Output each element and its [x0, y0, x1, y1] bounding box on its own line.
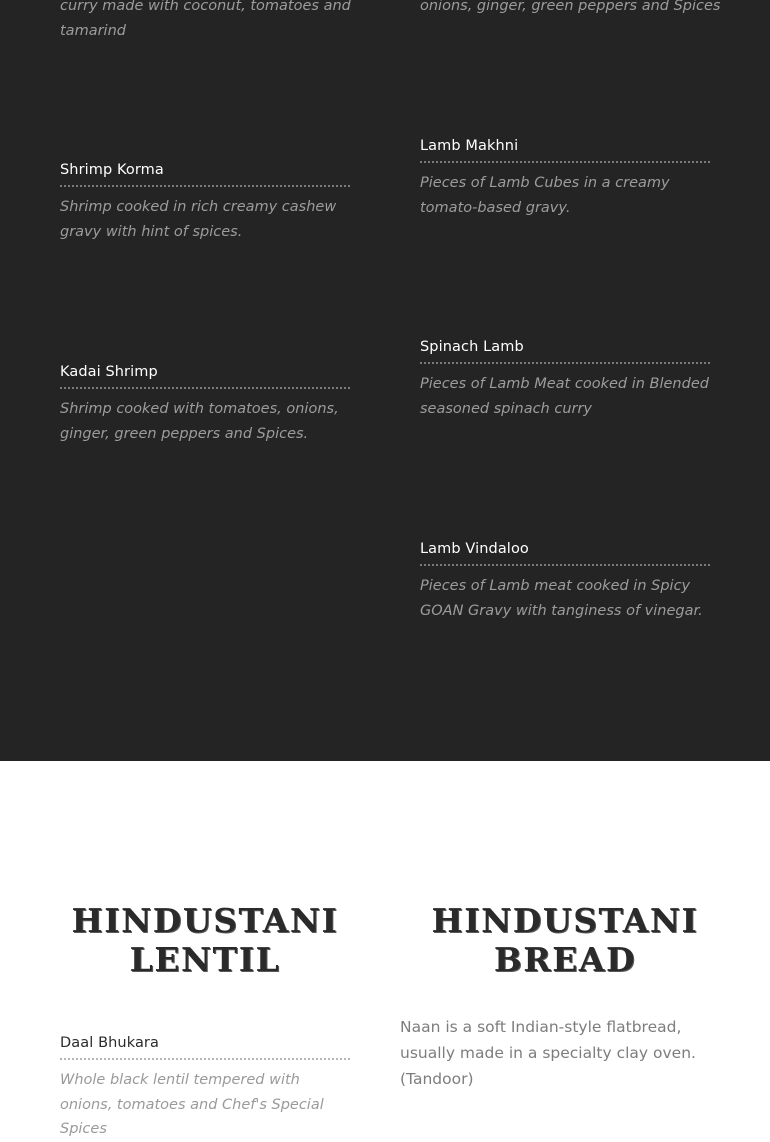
menu-item-title: Spinach Lamb: [420, 337, 710, 364]
menu-item-shrimp-korma: [60, 160, 350, 244]
heading-line: HINDUSTANI: [431, 901, 699, 940]
previous-item-description: onions, ginger, green peppers and Spices: [420, 0, 721, 14]
heading-line: LENTIL: [129, 940, 281, 979]
lentil-bread-section: [0, 761, 770, 1137]
menu-item-daal-bhukara: [60, 1033, 350, 1142]
menu-item-description: Pieces of Lamb Meat cooked in Blended seasoned spinach curry: [420, 376, 709, 417]
menu-item-spinach-lamb: [420, 337, 710, 421]
menu-item-lamb-makhni: [420, 136, 710, 220]
menu-item-description: Pieces of Lamb Cubes in a creamy tomato-based gravy.: [420, 175, 670, 216]
bread-section-intro: Naan is a soft Indian-style flatbread, usually made in a specialty clay oven. (Tandoor): [400, 1018, 696, 1088]
menu-item-description: Shrimp cooked with tomatoes, onions, ginger, green peppers and Spices.: [60, 401, 339, 442]
menu-item-title: Lamb Vindaloo: [420, 539, 710, 566]
lentil-section-heading: [60, 901, 350, 979]
menu-item-title: Daal Bhukara: [60, 1033, 350, 1060]
bread-section-heading: [420, 901, 710, 979]
menu-item-title: Lamb Makhni: [420, 136, 710, 163]
heading-line: BREAD: [493, 940, 637, 979]
menu-item-description: Shrimp cooked in rich creamy cashew gravy with hint of spices.: [60, 199, 337, 240]
menu-item-lamb-vindaloo: [420, 539, 710, 623]
menu-item-description: Whole black lentil tempered with onions, tomatoes and Chef's Special Spices: [60, 1072, 324, 1137]
menu-item-description: Pieces of Lamb meat cooked in Spicy GOAN Gravy with tanginess of vinegar.: [420, 578, 703, 619]
previous-item-description: curry made with coconut, tomatoes and tamarind: [60, 0, 351, 39]
menu-item-title: Shrimp Korma: [60, 160, 350, 187]
menu-item-title: Kadai Shrimp: [60, 362, 350, 389]
heading-line: HINDUSTANI: [71, 901, 339, 940]
menu-item-kadai-shrimp: [60, 362, 350, 446]
